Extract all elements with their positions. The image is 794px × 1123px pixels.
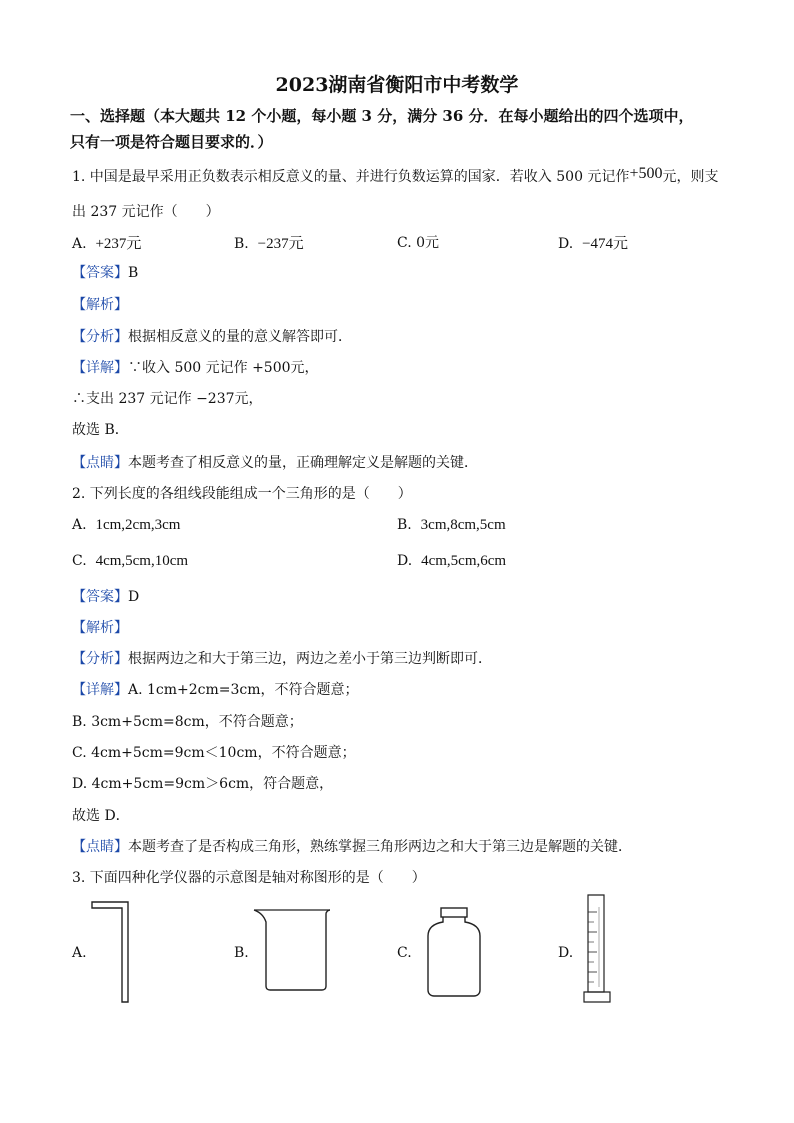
q3-stem: 3. 下面四种化学仪器的示意图是轴对称图形的是（ ）: [72, 870, 426, 886]
q3-option-c-figure-reagent-bottle: [425, 906, 483, 998]
q1-option-d: [558, 232, 628, 253]
q2-option-b-text: 3cm,8cm,5cm: [420, 517, 506, 533]
q1-stem-line2: 出 237 元记作（ ）: [72, 204, 220, 220]
q2-dianjing-tag: 【点睛】: [72, 839, 128, 855]
page-title: 2023湖南省衡阳市中考数学: [275, 74, 519, 96]
q3-option-a-figure-bent-tube: [92, 900, 132, 1005]
q2-xiangjie-d: D. 4cm+5cm=9cm＞6cm，符合题意，: [72, 776, 334, 792]
section-heading-line2: 只有一项是符合题目要求的．）: [70, 133, 273, 151]
q1-xiangjie: [72, 357, 319, 377]
q1-fenxi-tag: 【分析】: [72, 329, 128, 345]
q2-xiangjie-end: 故选 D．: [72, 808, 130, 824]
q1-option-c: [397, 232, 439, 252]
q1-stem-text-end: 元，则支: [662, 169, 719, 185]
q2-option-c-text: 4cm,5cm,10cm: [95, 553, 189, 569]
q1-option-b: [234, 232, 304, 253]
q3-option-d-letter: D.: [558, 945, 574, 961]
q2-option-a: [72, 517, 180, 534]
q1-stem-value: +500: [629, 165, 663, 182]
q2-xiangjie-tag: 【详解】: [72, 682, 128, 698]
q1-xiangjie-line3: 故选 B．: [72, 422, 129, 438]
q2-option-d-text: 4cm,5cm,6cm: [421, 553, 507, 569]
q2-fenxi: [72, 648, 492, 668]
q2-option-b: [397, 517, 506, 534]
q1-answer-value: B: [128, 265, 139, 281]
q2-dianjing: [72, 836, 632, 856]
q1-analysis-tag: 【解析】: [72, 297, 128, 313]
q2-xiangjie: [72, 679, 359, 699]
q2-option-c: [72, 553, 188, 570]
q1-dianjing-tag: 【点睛】: [72, 455, 128, 471]
q1-option-d-letter: D.: [558, 236, 574, 252]
q1-fenxi: [72, 326, 352, 346]
q1-option-a-letter: A.: [72, 236, 87, 252]
section-heading-line1: 一、选择题（本大题共 12 个小题，每小题 3 分，满分 36 分．在每小题给出的四个选项中，: [70, 107, 694, 125]
q2-option-d-letter: D.: [397, 553, 413, 569]
q2-option-a-letter: A.: [72, 517, 87, 533]
q2-answer-value: D: [128, 589, 140, 605]
q3-option-b-letter: B.: [234, 945, 249, 961]
q1-option-d-text: −474元: [582, 236, 629, 252]
q2-xiangjie-b: B. 3cm+5cm=8cm，不符合题意；: [72, 714, 303, 730]
q2-option-a-text: 1cm,2cm,3cm: [95, 517, 181, 533]
q1-option-c-letter: C.: [397, 235, 412, 251]
q2-xiangjie-a: A. 1cm+2cm=3cm，不符合题意；: [128, 682, 359, 698]
q1-xiangjie-text1: ∵收入 500 元记作 +500元，: [128, 360, 319, 376]
q2-option-b-letter: B.: [397, 517, 412, 533]
q1-option-b-text: −237元: [257, 236, 304, 252]
q2-analysis-tag: 【解析】: [72, 620, 128, 636]
q1-xiangjie-line2: ∴支出 237 元记作 −237元，: [72, 391, 263, 407]
q1-option-a: [72, 232, 141, 253]
q1-xiangjie-tag: 【详解】: [72, 360, 128, 376]
q1-option-a-text: +237元: [95, 236, 142, 252]
q1-stem-text: 1. 中国是最早采用正负数表示相反意义的量、并进行负数运算的国家．若收入 500 元记作: [72, 169, 630, 185]
q2-dianjing-text: 本题考查了是否构成三角形，熟练掌握三角形两边之和大于第三边是解题的关键．: [128, 839, 632, 855]
q1-option-c-text: 0元: [416, 235, 440, 251]
q1-option-b-letter: B.: [234, 236, 249, 252]
q3-option-a-letter: A.: [72, 945, 87, 961]
q1-stem: [72, 166, 718, 186]
q2-answer: [72, 586, 139, 606]
q2-xiangjie-c: C. 4cm+5cm=9cm＜10cm，不符合题意；: [72, 745, 356, 761]
q2-fenxi-tag: 【分析】: [72, 651, 128, 667]
q1-dianjing: [72, 452, 478, 472]
q2-option-c-letter: C.: [72, 553, 87, 569]
q1-answer: [72, 262, 138, 282]
q2-stem: 2. 下列长度的各组线段能组成一个三角形的是（ ）: [72, 486, 412, 502]
q1-answer-tag: 【答案】: [72, 265, 128, 281]
q2-answer-tag: 【答案】: [72, 589, 128, 605]
q1-fenxi-text: 根据相反意义的量的意义解答即可．: [128, 329, 352, 345]
q2-option-d: [397, 553, 506, 570]
q2-fenxi-text: 根据两边之和大于第三边，两边之差小于第三边判断即可．: [128, 651, 492, 667]
q1-dianjing-text: 本题考查了相反意义的量，正确理解定义是解题的关键．: [128, 455, 478, 471]
q3-option-b-figure-beaker: [252, 908, 332, 994]
q3-option-d-figure-graduated-cylinder: [580, 892, 614, 1008]
q3-option-c-letter: C.: [397, 945, 412, 961]
